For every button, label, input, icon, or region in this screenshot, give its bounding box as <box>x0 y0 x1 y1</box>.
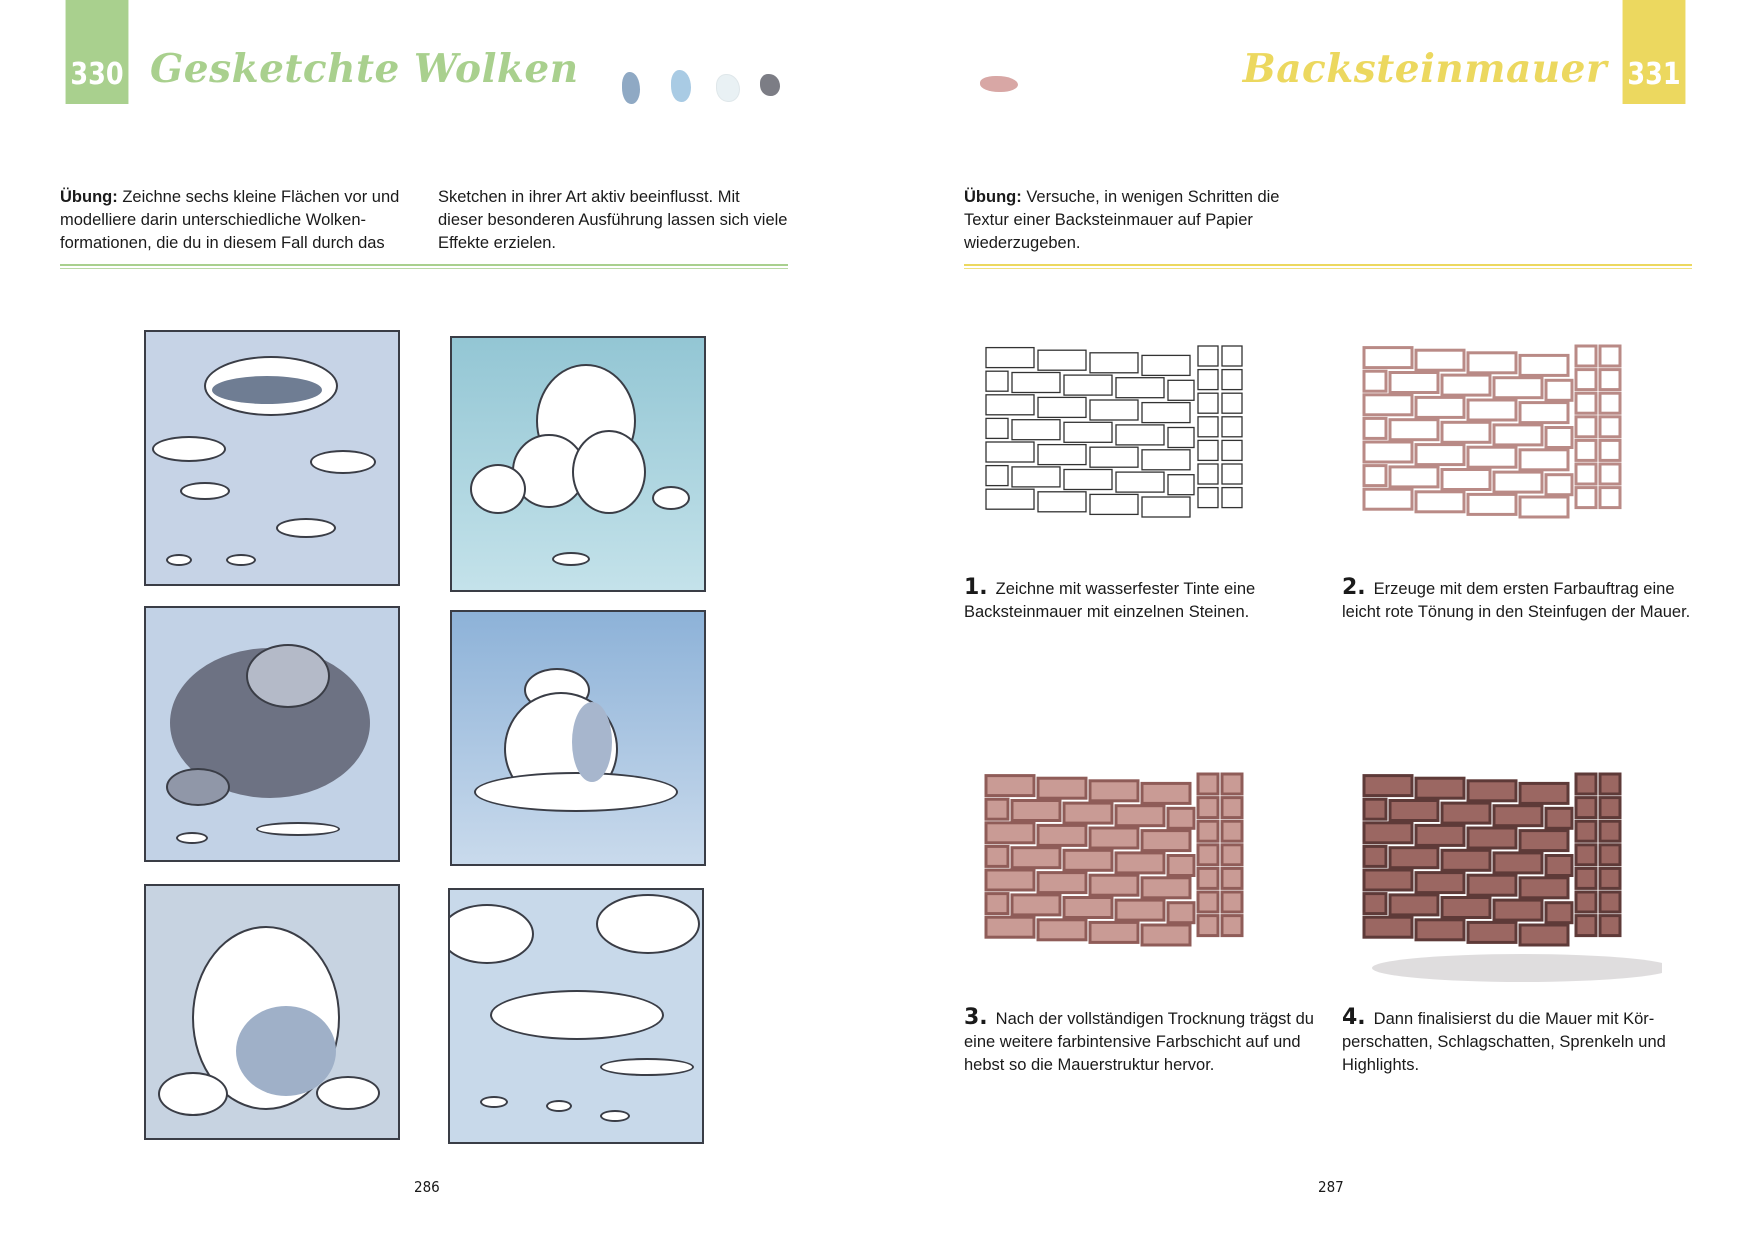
step-4 <box>1342 1006 1692 1077</box>
step-3 <box>964 1006 1314 1077</box>
cloud-sketch-1 <box>144 330 400 586</box>
page-tab-right <box>1623 0 1686 104</box>
color-swatch-4 <box>760 74 780 96</box>
brick-wall-step-3 <box>984 754 1264 954</box>
cloud-sketch-2 <box>450 336 706 592</box>
step-number: 1. <box>964 575 988 600</box>
exercise-label: Übung: <box>964 188 1022 206</box>
page-number-tab: 330 <box>70 57 124 92</box>
step-text: Zeichne mit wasserfester Tinte eine Backsteinmauer mit einzelnen Steinen. <box>964 580 1256 621</box>
step-1 <box>964 576 1314 624</box>
intro-text-left-col1 <box>60 186 420 255</box>
step-text: Dann finalisierst du die Mauer mit Körperschatten, Schlagschatten, Sprenkeln und Highlights. <box>1342 1010 1666 1074</box>
step-number: 3. <box>964 1005 988 1030</box>
cloud-sketch-6 <box>448 888 704 1144</box>
page-number-tab: 331 <box>1627 57 1681 92</box>
step-text: Erzeuge mit dem ersten Farbauftrag eine leicht rote Tönung in den Steinfugen der Mauer. <box>1342 580 1691 621</box>
color-swatch-brick <box>980 76 1018 92</box>
intro-text-right <box>964 186 1314 255</box>
divider-right <box>964 264 1692 266</box>
intro-text-left-col2: Sketchen in ihrer Art aktiv beeinflusst. Mit dieser besonderen Ausführung lassen sich viele Effekte erzielen. <box>438 188 788 252</box>
divider-left <box>60 264 788 266</box>
cloud-sketch-5 <box>144 884 400 1140</box>
brick-wall-step-4 <box>1362 754 1662 984</box>
exercise-text: Versuche, in wenigen Schritten die Textur einer Backsteinmauer auf Papier wiederzugeben. <box>964 188 1280 252</box>
chapter-title-right: Backsteinmauer <box>1242 46 1607 92</box>
page-tab-left <box>66 0 129 104</box>
brick-wall-step-2 <box>1362 326 1642 526</box>
color-swatch-3 <box>716 74 740 102</box>
step-2 <box>1342 576 1692 624</box>
page-number-right: 287 <box>1318 1178 1344 1196</box>
chapter-title-left: Gesketchte Wolken <box>150 46 579 92</box>
cloud-sketch-3 <box>144 606 400 862</box>
step-number: 2. <box>1342 575 1366 600</box>
color-swatch-2 <box>671 70 691 102</box>
exercise-text: Zeichne sechs kleine Flächen vor und modelliere darin unterschiedliche Wolkenformationen, die du in diesem Fall durch das <box>60 188 400 252</box>
cloud-sketch-4 <box>450 610 706 866</box>
step-text: Nach der vollständigen Trocknung trägst du eine weitere farbintensive Farbschicht auf und hebst so die Mauerstruktur hervor. <box>964 1010 1314 1074</box>
page-number-left: 286 <box>414 1178 440 1196</box>
exercise-label: Übung: <box>60 188 118 206</box>
step-number: 4. <box>1342 1005 1366 1030</box>
brick-wall-step-1 <box>984 326 1264 526</box>
color-swatch-1 <box>622 72 640 104</box>
